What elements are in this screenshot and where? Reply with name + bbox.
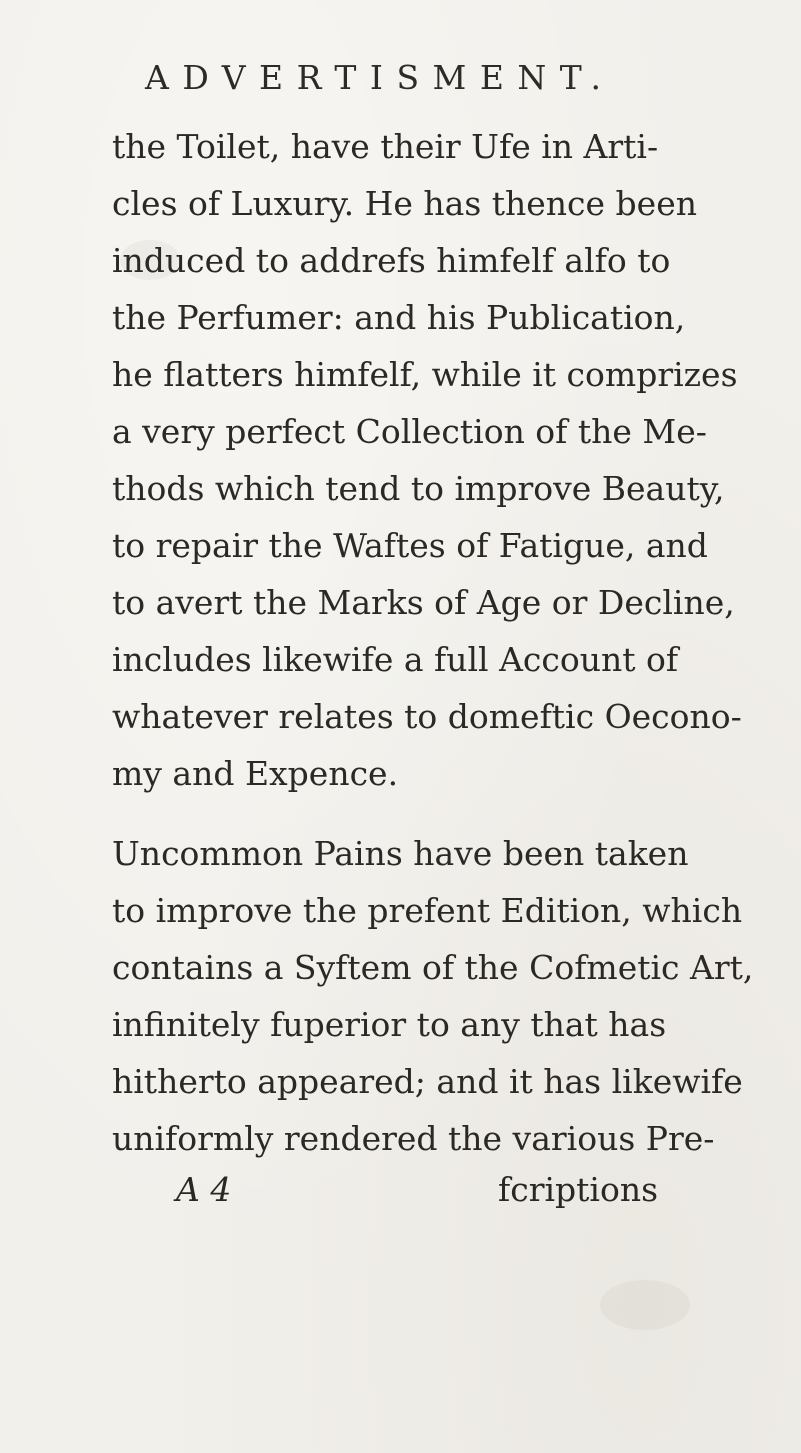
catchword: fcriptions (498, 1170, 659, 1209)
text-line: whatever relates to domeftic Oecono- (112, 697, 742, 736)
text-line: thods which tend to improve Beauty, (112, 469, 725, 508)
text-line: hitherto appeared; and it has likewife (112, 1062, 743, 1101)
text-line: infinitely fuperior to any that has (112, 1005, 667, 1044)
signature-mark: A 4 (176, 1170, 232, 1209)
text-line: he flatters himfelf, while it comprizes (112, 355, 738, 394)
text-line: the Toilet, have their Ufe in Arti- (112, 127, 659, 166)
text-line: includes likewife a full Account of (112, 640, 679, 679)
text-line: cles of Luxury. He has thence been (112, 184, 697, 223)
text-line: my and Expence. (112, 754, 399, 793)
text-line: to repair the Waftes of Fatigue, and (112, 526, 708, 565)
text-line: the Perfumer: and his Publication, (112, 298, 686, 337)
text-line: a very perfect Collection of the Me- (112, 412, 707, 451)
running-header: ADVERTISMENT. (145, 58, 615, 97)
text-line: contains a Syftem of the Cofmetic Art, (112, 948, 754, 987)
text-line: to improve the prefent Edition, which (112, 891, 743, 930)
paper-stain (600, 1280, 690, 1330)
text-line: to avert the Marks of Age or Decline, (112, 583, 735, 622)
text-line: Uncommon Pains have been taken (112, 834, 689, 873)
text-line: induced to addrefs himfelf alfo to (112, 241, 671, 280)
text-line: uniformly rendered the various Pre- (112, 1119, 715, 1158)
